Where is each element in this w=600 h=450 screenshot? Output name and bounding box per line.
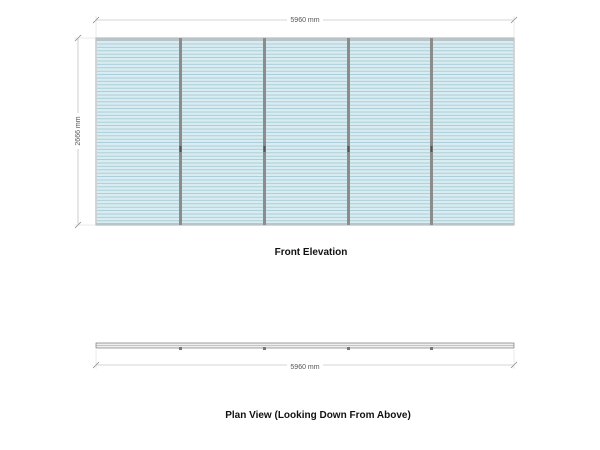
bottom-rail [96, 223, 514, 225]
glass-panel-3 [266, 41, 347, 223]
front-elevation-caption: Front Elevation [274, 247, 348, 258]
plan-marker-2 [263, 347, 266, 350]
handle-1 [180, 146, 182, 152]
glass-panel-2 [182, 41, 263, 223]
elevation-width-dimension: 5960 mm [290, 17, 320, 24]
mullion-4 [430, 38, 433, 225]
plan-marker-1 [179, 347, 182, 350]
handle-2 [264, 146, 266, 152]
plan-view-caption: Plan View (Looking Down From Above) [225, 410, 411, 421]
front-elevation [73, 14, 517, 258]
mullion-2 [263, 38, 266, 225]
glass-panel-4 [350, 41, 430, 223]
elevation-height-dimension: 2666 mm [75, 116, 82, 146]
plan-view [93, 343, 517, 421]
handle-3 [348, 146, 350, 152]
plan-width-dimension: 5960 mm [290, 364, 320, 371]
plan-marker-3 [347, 347, 350, 350]
glass-panels [97, 41, 513, 223]
handle-4 [431, 146, 433, 152]
mullion-1 [179, 38, 182, 225]
top-rail [96, 38, 514, 41]
glass-panel-5 [433, 41, 513, 223]
glass-panel-1 [97, 41, 179, 223]
plan-marker-4 [430, 347, 433, 350]
mullion-3 [347, 38, 350, 225]
